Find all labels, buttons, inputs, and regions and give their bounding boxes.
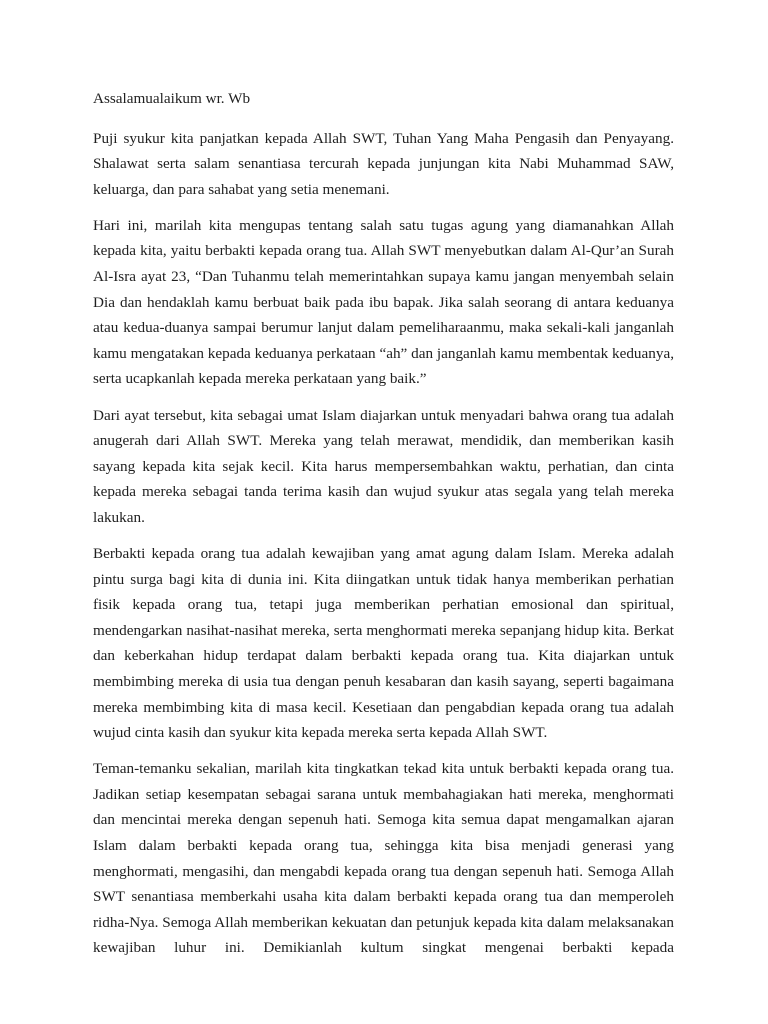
paragraph-opening: Puji syukur kita panjatkan kepada Allah SWT, Tuhan Yang Maha Pengasih dan Penyayang. Shalawat serta salam senantiasa tercurah kepada junjungan kita Nabi Muhammad SAW, keluarga, dan para sahabat yang setia menemani. (93, 129, 674, 198)
paragraph-obligation: Berbakti kepada orang tua adalah kewajiban yang amat agung dalam Islam. Mereka adalah pintu surga bagi kita di dunia ini. Kita diingatkan untuk tidak hanya memberikan perhatian fisik kepada orang tua, tetapi juga memberikan perhatian emosional dan spiritual, mendengarkan nasihat-nasihat mereka, serta menghormati mereka sepanjang hidup kita. Berkat dan keberkahan hidup terdapat dalam berbakti kepada orang tua. Kita diajarkan untuk membimbing mereka di usia tua dengan penuh kesabaran dan kasih sayang, seperti bagaimana mereka membimbing kita di masa kecil. Kesetiaan dan pengabdian kepada orang tua adalah wujud cinta kasih dan syukur kita kepada mereka serta kepada Allah SWT. (93, 545, 674, 742)
greeting-text: Assalamualaikum wr. Wb (93, 90, 251, 107)
document-page (93, 86, 674, 961)
paragraph-quran-verse: Hari ini, marilah kita mengupas tentang salah satu tugas agung yang diamanahkan Allah kepada kita, yaitu berbakti kepada orang tua. Allah SWT menyebutkan dalam Al-Qur’an Surah Al-Isra ayat 23, “Dan Tuhanmu telah memerintahkan supaya kamu jangan menyembah selain Dia dan hendaklah kamu berbuat baik pada ibu bapak. Jika salah seorang di antara keduanya atau kedua-duanya sampai berumur lanjut dalam pemeliharaanmu, maka sekali-kali janganlah kamu mengatakan kepada keduanya perkataan “ah” dan janganlah kamu membentak keduanya, serta ucapkanlah kepada mereka perkataan yang baik.” (93, 216, 674, 388)
paragraph-reflection: Dari ayat tersebut, kita sebagai umat Islam diajarkan untuk menyadari bahwa orang tua adalah anugerah dari Allah SWT. Mereka yang telah merawat, mendidik, dan memberikan kasih sayang kepada kita sejak kecil. Kita harus mempersembahkan waktu, perhatian, dan cinta kepada mereka sebagai tanda terima kasih dan wujud syukur atas segala yang telah mereka lakukan. (93, 406, 674, 526)
paragraph-closing: Teman-temanku sekalian, marilah kita tingkatkan tekad kita untuk berbakti kepada orang tua. Jadikan setiap kesempatan sebagai sarana untuk membahagiakan hati mereka, menghormati dan mencintai mereka dengan sepenuh hati. Semoga kita semua dapat mengamalkan ajaran Islam dalam berbakti kepada orang tua, sehingga kita bisa menjadi generasi yang menghormati, mengasihi, dan mengabdi kepada orang tua dengan sepenuh hati. Semoga Allah SWT senantiasa memberkahi usaha kita dalam berbakti kepada orang tua dan memperoleh ridha-Nya. Semoga Allah memberikan kekuatan dan petunjuk kepada kita dalam melaksanakan kewajiban luhur ini. Demikianlah kultum singkat mengenai berbakti kepada (93, 760, 674, 957)
